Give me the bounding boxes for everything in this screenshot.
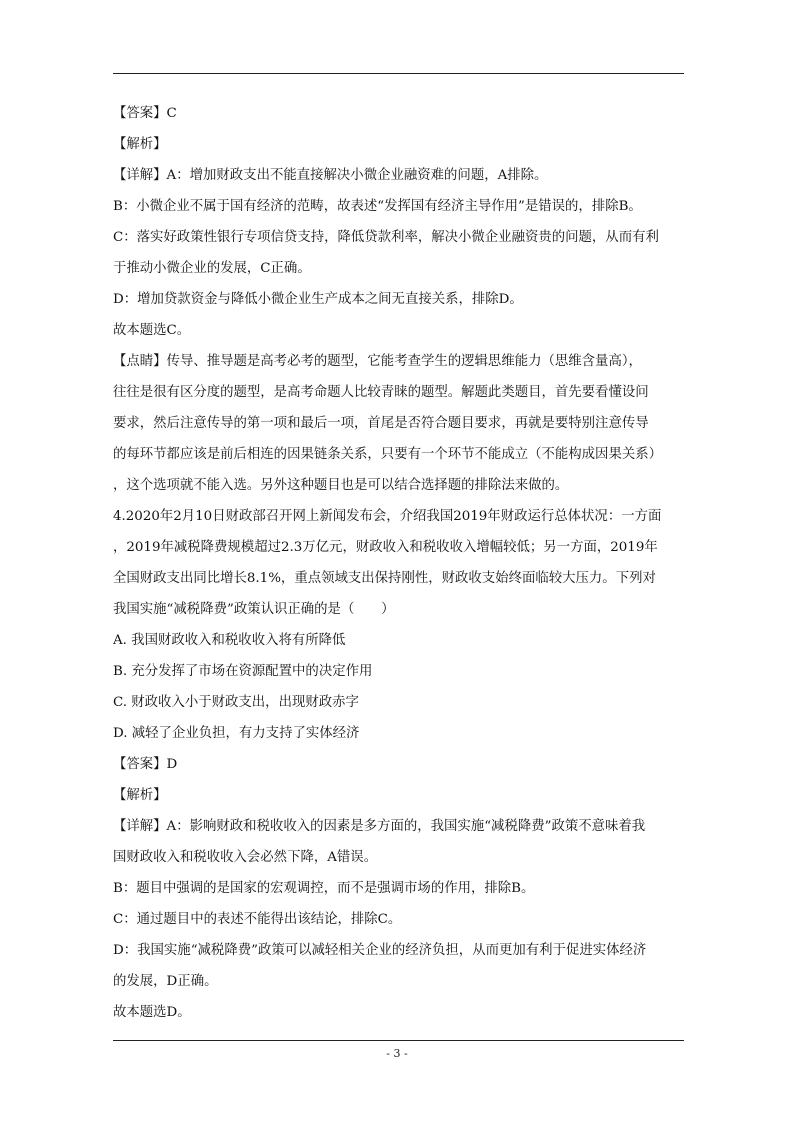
option-b: B. 充分发挥了市场在资源配置中的决定作用 [113,664,373,679]
tip-paragraph: ，这个选项就不能入选。另外这种题目也是可以结合选择题的排除法来做的。 [113,478,569,493]
explanation-c-cont: 于推动小微企业的发展，C正确。 [113,261,311,276]
question-4-stem: 我国实施“减税降费”政策认识正确的是（ ） [113,602,395,617]
footer-rule [113,1040,684,1041]
explanation-d: D：我国实施“减税降费”政策可以减轻相关企业的经济负担，从而更加有利于促进实体经济 [113,943,647,958]
header-rule [113,73,684,74]
explanation-c: C：通过题目中的表述不能得出该结论，排除C。 [113,912,402,927]
option-a: A. 我国财政收入和税收收入将有所降低 [113,633,346,648]
page-number: - 3 - [386,1047,408,1060]
explanation-a-cont: 国财政收入和税收收入会必然下降，A错误。 [113,850,378,865]
analysis-label: 【解析】 [113,788,167,803]
conclusion: 故本题选D。 [113,1005,191,1020]
analysis-label: 【解析】 [113,137,167,152]
document-body [113,98,685,1028]
tip-paragraph: 往往是很有区分度的题型，是高考命题人比较青睐的题型。解题此类题目，首先要看懂设问 [113,385,649,400]
tip-paragraph: 的每环节都应该是前后相连的因果链条关系，只要有一个环节不能成立（不能构成因果关系） [113,447,663,462]
explanation-d: D：增加贷款资金与降低小微企业生产成本之间无直接关系，排除D。 [113,292,523,307]
option-c: C. 财政收入小于财政支出，出现财政赤字 [113,695,359,710]
explanation-d-cont: 的发展，D正确。 [113,974,218,989]
conclusion: 故本题选C。 [113,323,191,338]
explanation-a: 【详解】A：增加财政支出不能直接解决小微企业融资难的问题，A排除。 [113,168,548,183]
explanation-b: B：题目中强调的是国家的宏观调控，而不是强调市场的作用，排除B。 [113,881,535,896]
question-4-stem: ，2019年减税降费规模超过2.3万亿元，财政收入和税收收入增幅较低；另一方面，2019年 [113,540,658,555]
tip-paragraph: 【点睛】传导、推导题是高考必考的题型，它能考查学生的逻辑思维能力（思维含量高）， [113,354,642,369]
option-d: D. 减轻了企业负担，有力支持了实体经济 [113,726,360,741]
explanation-a: 【详解】A：影响财政和税收收入的因素是多方面的，我国实施“减税降费”政策不意味着我 [113,819,646,834]
answer-label: 【答案】D [113,757,178,772]
tip-paragraph: 要求，然后注意传导的第一项和最后一项，首尾是否符合题目要求，再就是要特别注意传导 [113,416,649,431]
answer-label: 【答案】C [113,106,177,121]
explanation-c: C：落实好政策性银行专项信贷支持，降低贷款利率，解决小微企业融资贵的问题，从而有利 [113,230,659,245]
question-4-stem: 4.2020年2月10日财政部召开网上新闻发布会，介绍我国2019年财政运行总体状况：一方面 [113,509,662,524]
explanation-b: B：小微企业不属于国有经济的范畴，故表述“发挥国有经济主导作用”是错误的，排除B。 [113,199,642,214]
question-4-stem: 全国财政支出同比增长8.1%，重点领域支出保持刚性，财政收支始终面临较大压力。下列对 [113,571,656,586]
